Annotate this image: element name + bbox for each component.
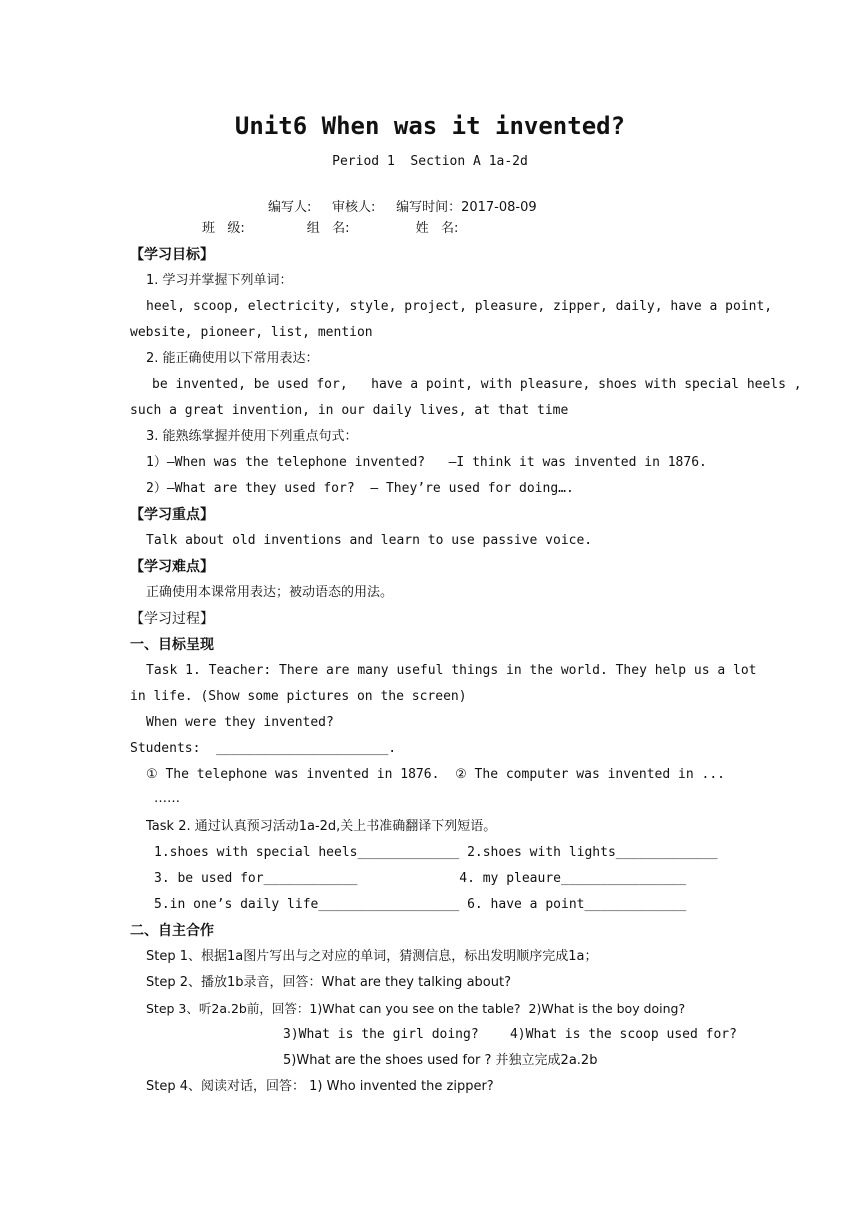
objectives-heading: 【学习目标】 <box>130 247 214 263</box>
task-1-line-2: in life. (Show some pictures on the screen) <box>130 689 467 704</box>
ellipsis: …… <box>154 791 180 806</box>
task-1-question: When were they invented? <box>146 715 334 730</box>
difficulties-text: 正确使用本课常用表达；被动语态的用法。 <box>146 585 394 600</box>
objective-item-1: 1. 学习并掌握下列单词： <box>146 273 293 288</box>
phrase-row-2: 3. be used for____________ 4. my pleaure________________ <box>154 871 687 886</box>
expression-line-2: such a great invention, in our daily lives, at that time <box>130 403 569 418</box>
word-list-line-1: heel, scoop, electricity, style, project, pleasure, zipper, daily, have a point, <box>146 299 773 314</box>
objective-item-3: 3. 能熟练掌握并使用下列重点句式： <box>146 429 358 444</box>
step-3-line-1: Step 3、听2a.2b前，回答：1)What can you see on the table? 2)What is the boy doing? <box>146 1001 686 1016</box>
expression-line-1: be invented, be used for, have a point, with pleasure, shoes with special heels , <box>152 377 802 392</box>
key-points-heading: 【学习重点】 <box>130 507 214 523</box>
section-1-heading: 一、目标呈现 <box>130 637 214 653</box>
step-3-line-3: 5)What are the shoes used for ? 并独立完成2a.2b <box>283 1053 598 1068</box>
task-1-line-1: Task 1. Teacher: There are many useful things in the world. They help us a lot <box>146 663 757 678</box>
step-1: Step 1、根据1a图片写出与之对应的单词，猜测信息，标出发明顺序完成1a； <box>146 949 598 964</box>
phrase-row-1: 1.shoes with special heels_____________ 2.shoes with lights_____________ <box>154 845 718 860</box>
step-2: Step 2、播放1b录音，回答：What are they talking about? <box>146 975 511 990</box>
step-4: Step 4、阅读对话，回答： 1) Who invented the zipper? <box>146 1079 494 1094</box>
step-3-line-2: 3)What is the girl doing? 4)What is the scoop used for? <box>283 1027 737 1042</box>
phrase-row-3: 5.in one’s daily life__________________ 6. have a point_____________ <box>154 897 687 912</box>
example-answers: ① The telephone was invented in 1876. ② The computer was invented in ... <box>146 767 726 782</box>
document-subtitle: Period 1 Section A 1a-2d <box>332 154 528 169</box>
class-line: 班 级: 组 名: 姓 名: <box>202 221 459 236</box>
students-answer-blank: Students: ______________________. <box>130 741 397 756</box>
sentence-pattern-1: 1）—When was the telephone invented? —I think it was invented in 1876. <box>146 455 707 470</box>
sentence-pattern-2: 2）—What are they used for? — They’re used for doing…. <box>146 481 574 496</box>
task-2-instruction: Task 2. 通过认真预习活动1a-2d,关上书准确翻译下列短语。 <box>146 819 497 834</box>
word-list-line-2: website, pioneer, list, mention <box>130 325 373 340</box>
objective-item-2: 2. 能正确使用以下常用表达： <box>146 351 319 366</box>
key-points-text: Talk about old inventions and learn to use passive voice. <box>146 533 593 548</box>
difficulties-heading: 【学习难点】 <box>130 559 214 575</box>
document-title: Unit6 When was it invented? <box>234 112 626 140</box>
meta-line: 编写人: 审核人: 编写时间：2017-08-09 <box>268 200 537 215</box>
section-2-heading: 二、自主合作 <box>130 923 214 939</box>
process-heading: 【学习过程】 <box>130 611 214 627</box>
